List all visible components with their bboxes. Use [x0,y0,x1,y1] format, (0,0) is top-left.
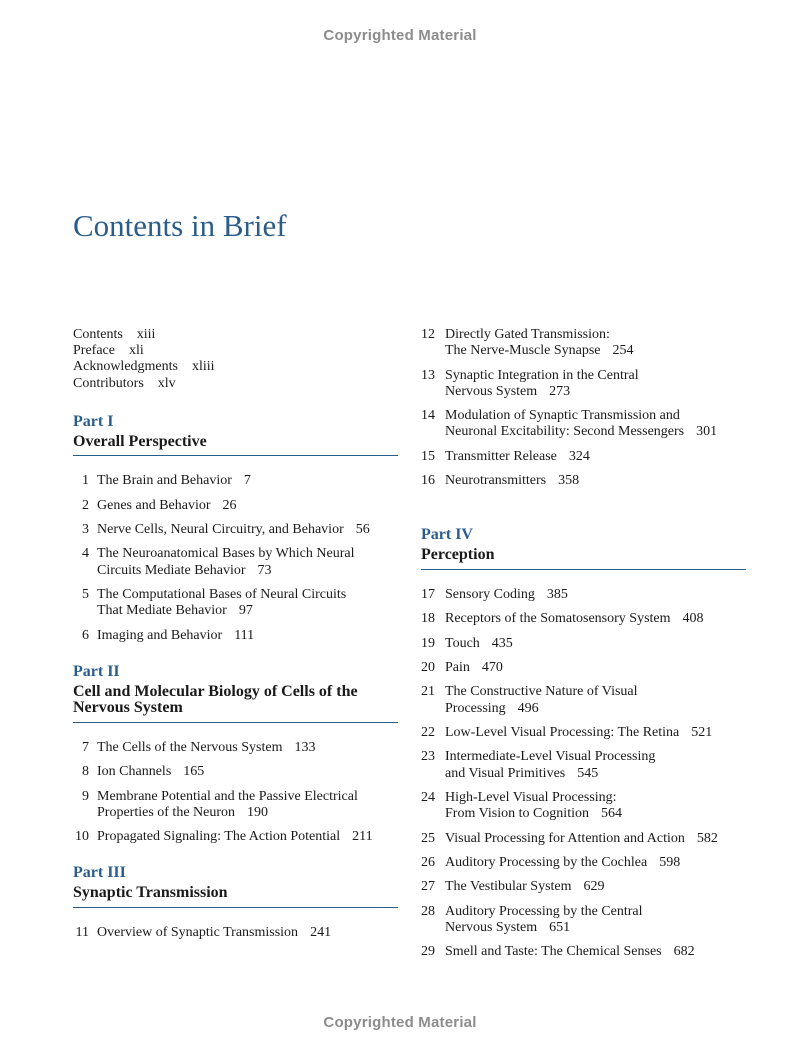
chapter-page: 273 [549,383,571,399]
chapter-number: 18 [421,611,435,627]
chapter-page: 26 [222,497,237,513]
chapter-entry[interactable] [421,790,746,822]
chapter-number: 2 [82,497,89,513]
chapter-title: Directly Gated Transmission: The Nerve-Muscle Synapse 254 [445,327,634,359]
chapter-page: 358 [558,473,580,489]
part-label: Part I [73,412,114,430]
chapter-number: 27 [421,879,435,895]
part-label: Part III [73,864,126,882]
front-matter-page: xliii [191,359,215,375]
chapter-entry[interactable] [421,636,746,652]
chapter-title: Auditory Processing by the Central Nervous System 651 [445,903,643,935]
chapter-title: Visual Processing for Attention and Action 582 [445,830,718,846]
chapter-entry[interactable] [421,449,746,465]
part-section [421,525,746,960]
chapter-entry[interactable] [421,684,746,716]
chapter-entry[interactable] [421,660,746,676]
chapter-title: Smell and Taste: The Chemical Senses 682 [445,944,695,960]
chapter-entry[interactable] [73,829,398,845]
chapter-number: 3 [82,522,89,538]
part-title: Cell and Molecular Biology of Cells of the Nervous System [73,682,358,717]
chapter-title: Sensory Coding 385 [445,586,568,602]
chapter-title: Nerve Cells, Neural Circuitry, and Behavior 56 [97,522,370,538]
part-header [73,662,398,723]
chapter-entry[interactable] [421,831,746,847]
chapter-page: 496 [517,700,539,716]
part-title: Perception [421,546,495,564]
chapter-title: Membrane Potential and the Passive Electrical Properties of the Neuron 190 [97,788,358,820]
chapter-entry[interactable] [421,408,746,440]
chapter-title: Touch 435 [445,635,513,651]
chapter-title: Ion Channels 165 [97,764,205,780]
chapter-number: 20 [421,660,435,676]
chapter-number: 23 [421,749,435,765]
chapter-page: 385 [546,586,568,602]
chapter-page: 470 [481,660,503,676]
chapter-entry[interactable] [421,611,746,627]
chapter-title: Neurotransmitters 358 [445,473,580,489]
chapter-entry[interactable] [73,764,398,780]
chapter-number: 17 [421,586,435,602]
chapter-number: 1 [82,473,89,489]
chapter-title: Pain 470 [445,660,503,676]
chapter-title: The Constructive Nature of Visual Processing 496 [445,684,638,716]
front-matter-page: xiii [136,327,156,342]
chapter-entry[interactable] [421,327,746,359]
chapter-page: 564 [600,806,622,822]
part-section [73,412,398,644]
chapter-title: Imaging and Behavior 111 [97,627,255,643]
front-matter-label: Contents [73,327,123,342]
chapter-title: Low-Level Visual Processing: The Retina 521 [445,725,713,741]
chapter-page: 56 [355,522,370,538]
part-section [73,662,398,846]
part-label: Part IV [421,526,473,544]
chapter-number: 10 [75,829,89,845]
chapter-number: 22 [421,725,435,741]
chapter-entry[interactable] [73,789,398,821]
chapter-entry[interactable] [73,498,398,514]
chapter-title: Transmitter Release 324 [445,448,590,464]
chapter-number: 6 [82,627,89,643]
front-matter-list [73,327,398,392]
chapter-page: 190 [247,804,269,820]
front-matter-page: xli [128,343,144,359]
chapter-number: 26 [421,855,435,870]
chapter-number: 16 [421,473,435,489]
chapter-title: Propagated Signaling: The Action Potential 211 [97,829,373,845]
part-header [421,525,746,570]
chapter-number: 12 [421,327,435,342]
part-section [73,863,398,941]
front-matter-item[interactable] [73,327,398,343]
chapter-entry[interactable] [421,855,746,871]
part-title: Synaptic Transmission [73,884,228,902]
chapter-title: The Brain and Behavior 7 [97,473,251,489]
part-label: Part II [73,662,120,680]
chapter-entry[interactable] [73,740,398,756]
chapter-page: 133 [294,739,316,755]
watermark-top: Copyrighted Material [323,27,477,44]
chapter-entry[interactable] [73,546,398,578]
chapter-title: The Computational Bases of Neural Circuits That Mediate Behavior 97 [97,587,347,619]
chapter-page: 582 [696,830,718,846]
chapter-entry[interactable] [421,904,746,936]
chapter-page: 165 [183,764,205,780]
chapter-number: 24 [421,790,435,806]
chapter-number: 21 [421,684,435,700]
chapter-page: 598 [659,855,681,870]
chapter-entry[interactable] [421,587,746,603]
chapter-number: 8 [82,764,89,780]
chapter-entry[interactable] [73,522,398,538]
chapter-title: High-Level Visual Processing: From Vision to Cognition 564 [445,790,622,822]
chapter-title: Receptors of the Somatosensory System 408 [445,611,704,627]
chapter-title: Overview of Synaptic Transmission 241 [97,924,332,940]
chapter-entry[interactable] [421,473,746,489]
front-matter-item[interactable] [73,343,398,359]
chapter-page: 301 [696,424,718,440]
chapter-entry[interactable] [421,879,746,895]
chapter-number: 19 [421,635,435,651]
chapter-page: 7 [243,473,251,489]
chapter-title: Modulation of Synaptic Transmission and Neuronal Excitability: Second Messengers 301 [445,408,718,440]
chapter-page: 408 [682,611,704,627]
front-matter-page: xlv [157,375,176,391]
chapter-page: 73 [257,562,272,578]
chapter-title: Auditory Processing by the Cochlea 598 [445,855,681,870]
chapter-entry[interactable] [421,749,746,781]
chapter-number: 5 [82,587,89,603]
chapter-entry[interactable] [421,368,746,400]
chapter-page: 211 [352,829,373,845]
chapter-entry[interactable] [73,628,398,644]
chapter-entry[interactable] [73,473,398,489]
chapter-entry[interactable] [73,587,398,619]
right-column [421,327,746,969]
chapter-page: 97 [238,603,253,619]
chapter-title: Intermediate-Level Visual Processing and Visual Primitives 545 [445,749,656,781]
chapter-page: 241 [310,924,332,940]
watermark-bottom: Copyrighted Material [323,1014,477,1031]
chapter-number: 11 [75,924,89,940]
chapter-page: 111 [234,627,255,643]
front-matter-label: Preface [73,343,115,359]
chapter-title: Genes and Behavior 26 [97,497,237,513]
chapter-page: 545 [577,765,599,781]
chapter-number: 28 [421,903,435,919]
front-matter-item[interactable] [73,359,398,375]
chapter-page: 254 [612,343,634,359]
part-header [73,412,398,457]
chapter-entry[interactable] [421,725,746,741]
chapter-page: 682 [673,944,695,960]
front-matter-label: Contributors [73,375,144,391]
chapter-page: 521 [691,725,713,741]
chapter-title: The Neuroanatomical Bases by Which Neural Circuits Mediate Behavior 73 [97,546,355,578]
chapter-number: 14 [421,408,435,424]
chapter-number: 4 [82,546,89,562]
chapter-entry[interactable] [421,944,746,960]
chapter-page: 629 [583,879,605,895]
part-title: Overall Perspective [73,432,207,450]
chapter-number: 13 [421,367,435,383]
chapter-number: 9 [82,788,89,804]
chapter-title: The Cells of the Nervous System 133 [97,739,316,755]
chapter-page: 651 [549,919,571,935]
left-column [73,327,398,949]
chapter-number: 29 [421,944,435,960]
front-matter-label: Acknowledgments [73,359,178,375]
chapter-entry[interactable] [73,925,398,941]
part-header [73,863,398,908]
chapter-title: The Vestibular System 629 [445,879,605,895]
front-matter-item[interactable] [73,376,398,392]
chapter-title: Synaptic Integration in the Central Nervous System 273 [445,367,639,399]
chapter-number: 7 [82,739,89,755]
chapter-number: 15 [421,448,435,464]
chapter-number: 25 [421,830,435,846]
page-title: Contents in Brief [73,208,287,243]
chapter-page: 324 [568,448,590,464]
chapter-page: 435 [491,635,513,651]
